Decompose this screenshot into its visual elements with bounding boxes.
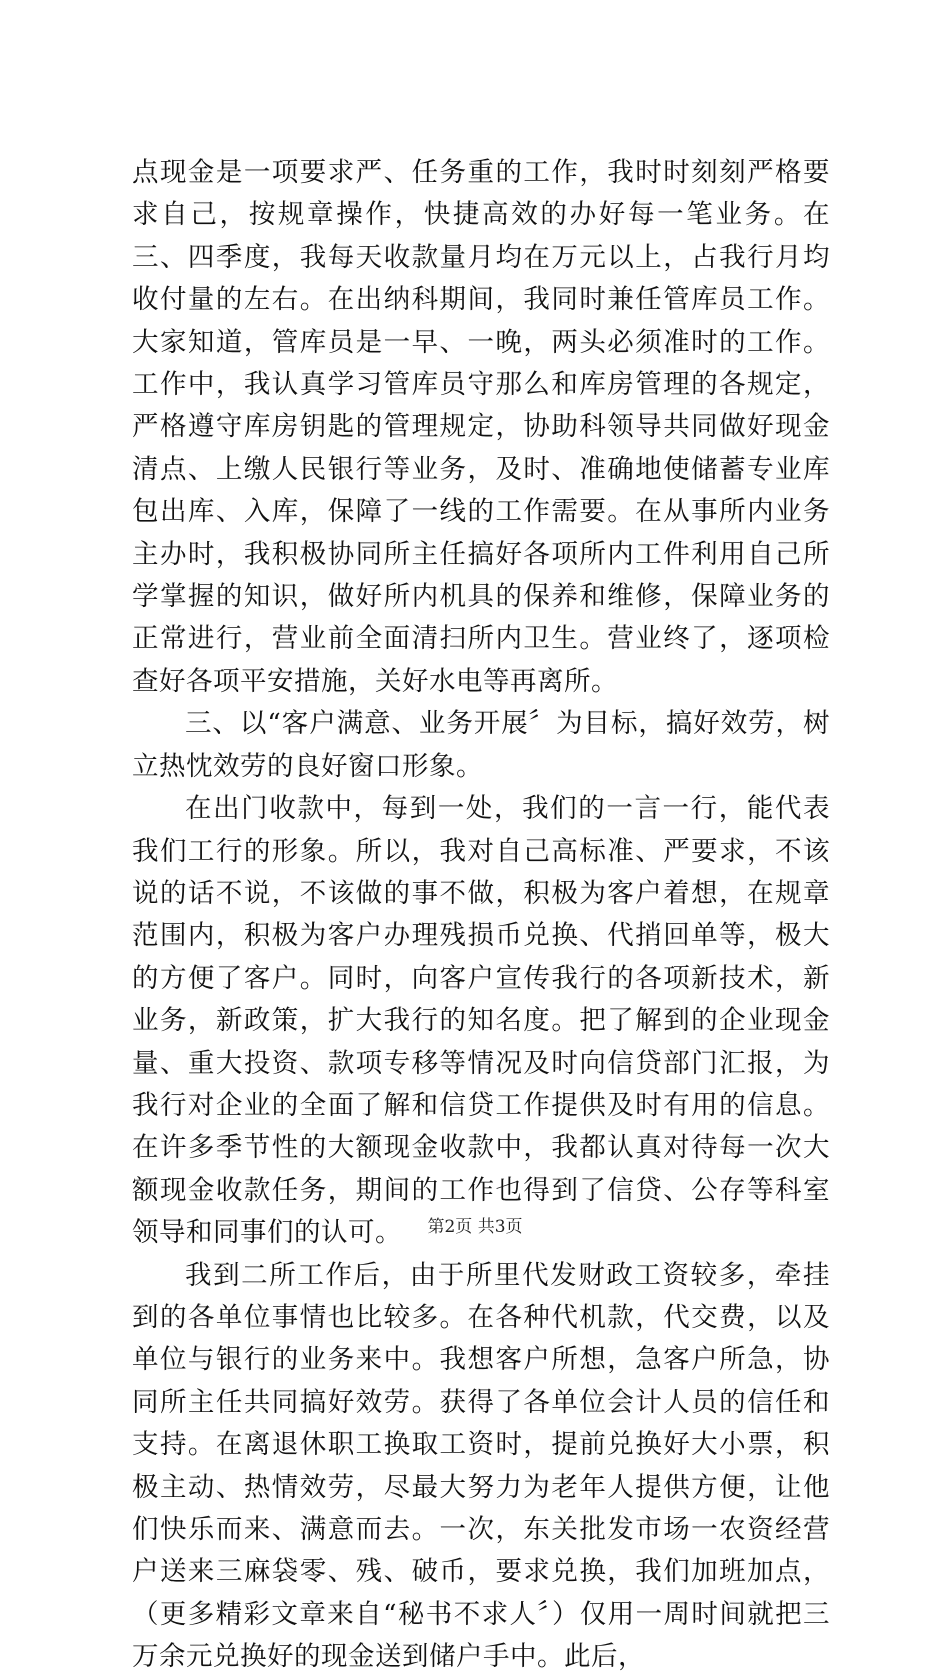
paragraph-3: 在出门收款中，每到一处，我们的一言一行，能代表我们工行的形象。所以，我对自己高标准、严要求，不该说的话不说，不该做的事不做，积极为客户着想，在规章范围内，积极为客户办理残损币兑换、代捎回单等，极大的方便了客户。同时，向客户宣传我行的各项新技术，新业务，新政策，扩大我行的知名度。把了解到的企业现金量、重大投资、款项专移等情况及时向信贷部门汇报，为我行对企业的全面了解和信贷工作提供及时有用的信息。在许多季节性的大额现金收款中，我都认真对待每一次大额现金收款任务，期间的工作也得到了信贷、公存等科室领导和同事们的认可。 [132, 793, 830, 1249]
page-footer: 第2页 共3页 [427, 1217, 523, 1237]
document-body [132, 152, 830, 1679]
paragraph-1: 点现金是一项要求严、任务重的工作，我时时刻刻严格要求自己，按规章操作，快捷高效的办好每一笔业务。在三、四季度，我每天收款量月均在万元以上，占我行月均收付量的左右。在出纳科期间，我同时兼任管库员工作。大家知道，管库员是一早、一晚，两头必须准时的工作。工作中，我认真学习管库员守那么和库房管理的各规定，严格遵守库房钥匙的管理规定，协助科领导共同做好现金清点、上缴人民银行等业务，及时、准确地使储蓄专业库包出库、入库，保障了一线的工作需要。在从事所内业务主办时，我积极协同所主任搞好各项所内工件利用自己所学掌握的知识，做好所内机具的保养和维修，保障业务的正常进行，营业前全面清扫所内卫生。营业终了，逐项检查好各项平安措施，关好水电等再离所。 [132, 157, 830, 697]
paragraph-4: 我到二所工作后，由于所里代发财政工资较多，牵挂到的各单位事情也比较多。在各种代机款，代交费，以及单位与银行的业务来中。我想客户所想，急客户所急，协同所主任共同搞好效劳。获得了各单位会计人员的信任和支持。在离退休职工换取工资时，提前兑换好大小票，积极主动、热情效劳，尽最大努力为老年人提供方便，让他们快乐而来、满意而去。一次，东关批发市场一农资经营户送来三麻袋零、残、破币，要求兑换，我们加班加点，（更多精彩文章来自“秘书不求人〞）仅用一周时间就把三万余元兑换好的现金送到储户手中。此后， [132, 1259, 830, 1673]
paragraph-2-heading: 三、以“客户满意、业务开展〞为目标，搞好效劳，树立热忱效劳的良好窗口形象。 [132, 708, 830, 782]
